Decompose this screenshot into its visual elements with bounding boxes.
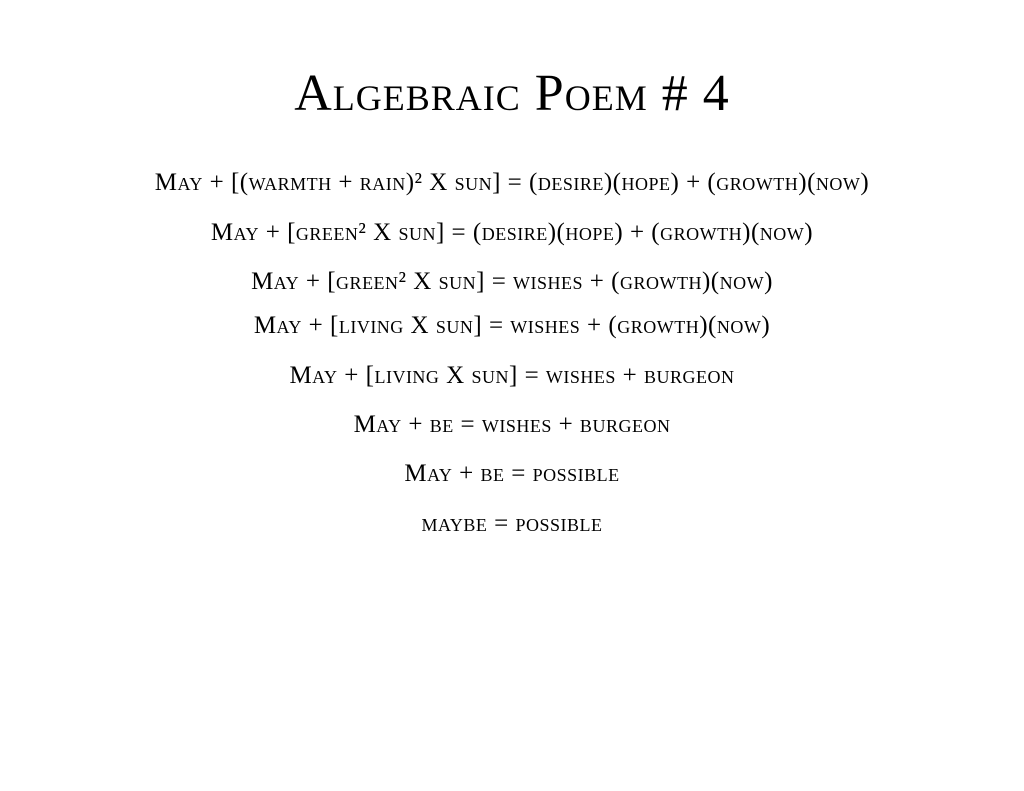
poem-line-6: May + be = wishes + burgeon bbox=[353, 411, 671, 438]
poem-line-8: maybe = possible bbox=[421, 510, 603, 537]
poem-line-2: May + [green² X sun] = (desire)(hope) + (growth)(now) bbox=[210, 219, 814, 246]
poem-line-4: May + [living X sun] = wishes + (growth)(now) bbox=[253, 312, 771, 339]
page-title: Algebraic Poem # 4 bbox=[294, 65, 730, 122]
poem-line-3: May + [green² X sun] = wishes + (growth)(now) bbox=[251, 268, 773, 295]
poem-line-7: May + be = possible bbox=[404, 460, 620, 487]
poem-line-5: May + [living X sun] = wishes + burgeon bbox=[289, 362, 735, 389]
poem-line-1: May + [(warmth + rain)² X sun] = (desire)(hope) + (growth)(now) bbox=[154, 169, 870, 196]
